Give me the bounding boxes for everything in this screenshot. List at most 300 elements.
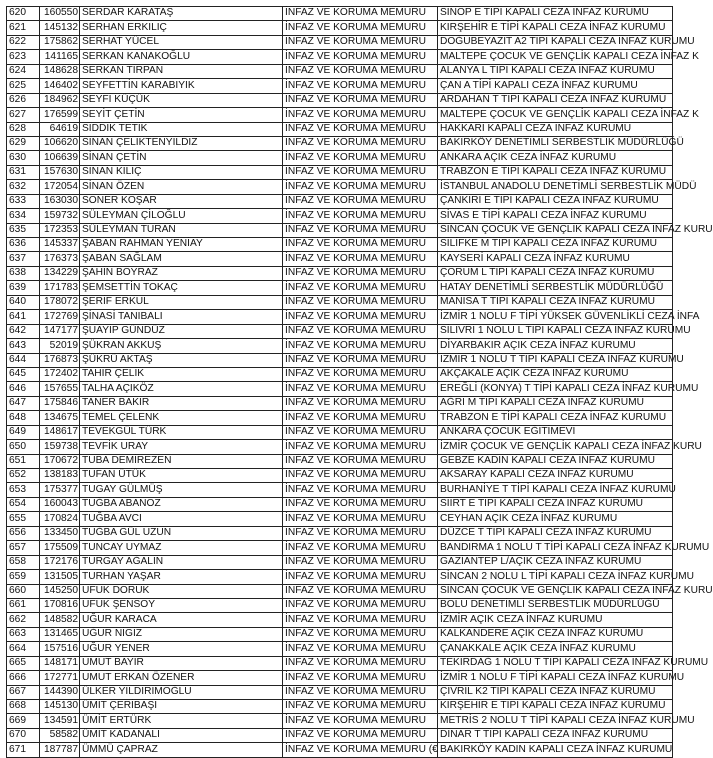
institution-cell: EREĞLİ (KONYA) T TİPİ KAPALI CEZA İNFAZ KURUMU [438,382,673,396]
table-row [7,743,673,757]
table-row [7,252,673,266]
row-number-cell: 655 [7,512,40,526]
institution-cell: SİNCAN 2 NOLU L TİPİ KAPALI CEZA İNFAZ KURUMU [438,570,673,584]
job-title-cell: İNFAZ VE KORUMA MEMURU [283,209,438,223]
table-row [7,700,673,714]
full-name-cell: TUĞBA GÜL UZUN [80,526,283,540]
row-number-cell: 624 [7,64,40,78]
full-name-cell: SÜLEYMAN ÇİLOĞLU [80,209,283,223]
full-name-cell: SERHAN ERKILIÇ [80,21,283,35]
job-title-cell: İNFAZ VE KORUMA MEMURU [283,728,438,742]
institution-cell: AKSARAY KAPALI CEZA İNFAZ KURUMU [438,469,673,483]
table-row [7,598,673,612]
table-row [7,136,673,150]
institution-cell: SİİRT E TİPİ KAPALI CEZA İNFAZ KURUMU [438,497,673,511]
row-number-cell: 668 [7,700,40,714]
institution-cell: BAKIRKÖY KADIN KAPALI CEZA İNFAZ KURUMU [438,743,673,757]
row-number-cell: 656 [7,526,40,540]
job-title-cell: İNFAZ VE KORUMA MEMURU [283,194,438,208]
job-title-cell: İNFAZ VE KORUMA MEMURU [283,79,438,93]
job-title-cell: İNFAZ VE KORUMA MEMURU [283,714,438,728]
full-name-cell: TUBA DEMİREZEN [80,454,283,468]
row-number-cell: 644 [7,353,40,367]
row-number-cell: 625 [7,79,40,93]
institution-cell: HATAY DENETİMLİ SERBESTLİK MÜDÜRLÜĞÜ [438,281,673,295]
job-title-cell: İNFAZ VE KORUMA MEMURU [283,671,438,685]
registry-number-cell: 134229 [40,266,80,280]
job-title-cell: İNFAZ VE KORUMA MEMURU [283,570,438,584]
row-number-cell: 633 [7,194,40,208]
job-title-cell: İNFAZ VE KORUMA MEMURU [283,497,438,511]
institution-cell: SİNOP E TİPİ KAPALI CEZA İNFAZ KURUMU [438,7,673,21]
institution-cell: İZMİR AÇIK CEZA İNFAZ KURUMU [438,613,673,627]
registry-number-cell: 148582 [40,613,80,627]
table-row [7,93,673,107]
row-number-cell: 634 [7,209,40,223]
table-row [7,613,673,627]
full-name-cell: UĞUR NİGİZ [80,627,283,641]
institution-cell: BANDIRMA 1 NOLU T TİPİ KAPALI CEZA İNFAZ KURUMU [438,541,673,555]
institution-cell: İZMİR 1 NOLU F TİPİ KAPALI CEZA İNFAZ KURUMU [438,671,673,685]
institution-cell: SİNCAN ÇOCUK VE GENÇLİK KAPALI CEZA İNFAZ KURU [438,584,673,598]
row-number-cell: 648 [7,411,40,425]
row-number-cell: 641 [7,310,40,324]
staff-table-body [7,7,713,758]
row-number-cell: 623 [7,50,40,64]
row-number-cell: 640 [7,295,40,309]
full-name-cell: ŞAHİN BOYRAZ [80,266,283,280]
row-number-cell: 635 [7,223,40,237]
table-row [7,411,673,425]
table-row [7,7,673,21]
staff-table [6,6,713,758]
full-name-cell: ÜLKER YILDIRIMOĞLU [80,685,283,699]
institution-cell: ÇORUM L TİPİ KAPALI CEZA İNFAZ KURUMU [438,266,673,280]
institution-cell: TEKİRDAĞ 1 NOLU T TİPİ KAPALI CEZA İNFAZ KURUMU [438,656,673,670]
institution-cell: KALKANDERE AÇIK CEZA İNFAZ KURUMU [438,627,673,641]
job-title-cell: İNFAZ VE KORUMA MEMURU [283,93,438,107]
full-name-cell: UMUT ERKAN ÖZENER [80,671,283,685]
table-row [7,541,673,555]
institution-cell: MALTEPE ÇOCUK VE GENÇLİK KAPALI CEZA İNFAZ K [438,50,673,64]
table-row [7,555,673,569]
row-number-cell: 645 [7,367,40,381]
registry-number-cell: 148171 [40,656,80,670]
institution-cell: ÇAN A TİPİ KAPALI CEZA İNFAZ KURUMU [438,79,673,93]
full-name-cell: SIDDIK TETİK [80,122,283,136]
row-number-cell: 639 [7,281,40,295]
table-row [7,194,673,208]
row-number-cell: 657 [7,541,40,555]
row-number-cell: 659 [7,570,40,584]
row-number-cell: 628 [7,122,40,136]
registry-number-cell: 138183 [40,469,80,483]
full-name-cell: UĞUR KARACA [80,613,283,627]
row-number-cell: 620 [7,7,40,21]
institution-cell: DOĞUBEYAZIT A2 TİPİ KAPALI CEZA İNFAZ KURUMU [438,35,673,49]
full-name-cell: ÜMMÜ ÇAPRAZ [80,743,283,757]
row-number-cell: 652 [7,469,40,483]
registry-number-cell: 141165 [40,50,80,64]
job-title-cell: İNFAZ VE KORUMA MEMURU [283,35,438,49]
row-number-cell: 663 [7,627,40,641]
table-row [7,266,673,280]
full-name-cell: TANER BAKIR [80,396,283,410]
institution-cell: SİNCAN ÇOCUK VE GENÇLİK KAPALI CEZA İNFAZ KURU [438,223,673,237]
row-number-cell: 637 [7,252,40,266]
full-name-cell: TUĞBA AVCI [80,512,283,526]
table-row [7,64,673,78]
full-name-cell: SİNAN ÖZEN [80,180,283,194]
institution-cell: MANİSA T TİPİ KAPALI CEZA İNFAZ KURUMU [438,295,673,309]
registry-number-cell: 176873 [40,353,80,367]
institution-cell: AĞRI M TİPİ KAPALI CEZA İNFAZ KURUMU [438,396,673,410]
table-row [7,35,673,49]
registry-number-cell: 147177 [40,324,80,338]
institution-cell: İZMİR 1 NOLU T TİPİ KAPALI CEZA İNFAZ KURUMU [438,353,673,367]
row-number-cell: 669 [7,714,40,728]
job-title-cell: İNFAZ VE KORUMA MEMURU [283,555,438,569]
full-name-cell: SERKAN TİRPAN [80,64,283,78]
table-row [7,353,673,367]
registry-number-cell: 131505 [40,570,80,584]
full-name-cell: SİNAN ÇELİKTENYILDIZ [80,136,283,150]
institution-cell: KIRŞEHİR E TİPİ KAPALI CEZA İNFAZ KURUMU [438,21,673,35]
job-title-cell: İNFAZ VE KORUMA MEMURU [283,238,438,252]
table-row [7,483,673,497]
full-name-cell: TEMEL ÇELENK [80,411,283,425]
institution-cell: ARDAHAN T TİPİ KAPALI CEZA İNFAZ KURUMU [438,93,673,107]
full-name-cell: ÜMİT ERTÜRK [80,714,283,728]
registry-number-cell: 145250 [40,584,80,598]
job-title-cell: İNFAZ VE KORUMA MEMURU [283,281,438,295]
institution-cell: SİVAS E TİPİ KAPALI CEZA İNFAZ KURUMU [438,209,673,223]
table-row [7,324,673,338]
table-row [7,382,673,396]
institution-cell: DİYARBAKIR AÇIK CEZA İNFAZ KURUMU [438,339,673,353]
full-name-cell: TUĞBA ABANOZ [80,497,283,511]
registry-number-cell: 175509 [40,541,80,555]
institution-cell: DİNAR T TİPİ KAPALI CEZA İNFAZ KURUMU [438,728,673,742]
table-row [7,440,673,454]
job-title-cell: İNFAZ VE KORUMA MEMURU [283,223,438,237]
table-row [7,209,673,223]
registry-number-cell: 148628 [40,64,80,78]
registry-number-cell: 170672 [40,454,80,468]
institution-cell: GEBZE KADIN KAPALI CEZA İNFAZ KURUMU [438,454,673,468]
registry-number-cell: 106639 [40,151,80,165]
table-row [7,512,673,526]
job-title-cell: İNFAZ VE KORUMA MEMURU [283,454,438,468]
job-title-cell: İNFAZ VE KORUMA MEMURU [283,108,438,122]
full-name-cell: SERHAT YÜCEL [80,35,283,49]
row-number-cell: 647 [7,396,40,410]
full-name-cell: TURHAN YAŞAR [80,570,283,584]
full-name-cell: ÜMİT KADANALI [80,728,283,742]
row-number-cell: 632 [7,180,40,194]
table-row [7,714,673,728]
table-row [7,79,673,93]
registry-number-cell: 159732 [40,209,80,223]
table-row [7,151,673,165]
institution-cell: BAKIRKÖY DENETİMLİ SERBESTLİK MÜDÜRLÜĞÜ [438,136,673,150]
row-number-cell: 621 [7,21,40,35]
row-number-cell: 627 [7,108,40,122]
job-title-cell: İNFAZ VE KORUMA MEMURU [283,295,438,309]
full-name-cell: TAHİR ÇELİK [80,367,283,381]
registry-number-cell: 160043 [40,497,80,511]
registry-number-cell: 170816 [40,598,80,612]
registry-number-cell: 175377 [40,483,80,497]
job-title-cell: İNFAZ VE KORUMA MEMURU [283,151,438,165]
job-title-cell: İNFAZ VE KORUMA MEMURU [283,310,438,324]
table-row [7,295,673,309]
row-number-cell: 662 [7,613,40,627]
institution-cell: İSTANBUL ANADOLU DENETİMLİ SERBESTLİK MÜDÜ [438,180,673,194]
row-number-cell: 671 [7,743,40,757]
institution-cell: HAKKARİ KAPALI CEZA İNFAZ KURUMU [438,122,673,136]
row-number-cell: 629 [7,136,40,150]
table-row [7,367,673,381]
table-row [7,122,673,136]
job-title-cell: İNFAZ VE KORUMA MEMURU [283,700,438,714]
institution-cell: DÜZCE T TİPİ KAPALI CEZA İNFAZ KURUMU [438,526,673,540]
row-number-cell: 649 [7,425,40,439]
registry-number-cell: 106620 [40,136,80,150]
registry-number-cell: 160550 [40,7,80,21]
job-title-cell: İNFAZ VE KORUMA MEMURU [283,526,438,540]
job-title-cell: İNFAZ VE KORUMA MEMURU (€ [283,743,438,757]
full-name-cell: TURGAY AĞALIN [80,555,283,569]
registry-number-cell: 148617 [40,425,80,439]
row-number-cell: 654 [7,497,40,511]
registry-number-cell: 163030 [40,194,80,208]
institution-cell: GAZİANTEP L/AÇIK CEZA İNFAZ KURUMU [438,555,673,569]
table-row [7,584,673,598]
full-name-cell: ŞÜKRÜ AKTAŞ [80,353,283,367]
row-number-cell: 651 [7,454,40,468]
registry-number-cell: 159738 [40,440,80,454]
row-number-cell: 650 [7,440,40,454]
job-title-cell: İNFAZ VE KORUMA MEMURU [283,353,438,367]
registry-number-cell: 187787 [40,743,80,757]
registry-number-cell: 172054 [40,180,80,194]
job-title-cell: İNFAZ VE KORUMA MEMURU [283,136,438,150]
registry-number-cell: 145337 [40,238,80,252]
full-name-cell: ŞÜKRAN AKKUŞ [80,339,283,353]
full-name-cell: SİNAN KILIÇ [80,165,283,179]
job-title-cell: İNFAZ VE KORUMA MEMURU [283,64,438,78]
table-row [7,223,673,237]
institution-cell: SİLİFKE M TİPİ KAPALI CEZA İNFAZ KURUMU [438,238,673,252]
registry-number-cell: 146402 [40,79,80,93]
row-number-cell: 630 [7,151,40,165]
full-name-cell: SEYFETTİN KARABIYIK [80,79,283,93]
row-number-cell: 631 [7,165,40,179]
full-name-cell: SONER KOŞAR [80,194,283,208]
registry-number-cell: 176599 [40,108,80,122]
registry-number-cell: 172769 [40,310,80,324]
registry-number-cell: 184962 [40,93,80,107]
row-number-cell: 667 [7,685,40,699]
table-row [7,180,673,194]
institution-cell: İZMİR 1 NOLU F TİPİ YÜKSEK GÜVENLİKLİ CEZA İNFA [438,310,673,324]
full-name-cell: SERKAN KANAKOĞLU [80,50,283,64]
institution-cell: BURHANİYE T TİPİ KAPALI CEZA İNFAZ KURUMU [438,483,673,497]
row-number-cell: 626 [7,93,40,107]
institution-cell: BOLU DENETİMLİ SERBESTLİK MÜDÜRLÜĞÜ [438,598,673,612]
job-title-cell: İNFAZ VE KORUMA MEMURU [283,440,438,454]
staff-list-sheet [6,6,713,758]
job-title-cell: İNFAZ VE KORUMA MEMURU [283,382,438,396]
job-title-cell: İNFAZ VE KORUMA MEMURU [283,266,438,280]
institution-cell: AKÇAKALE AÇIK CEZA İNFAZ KURUMU [438,367,673,381]
row-number-cell: 665 [7,656,40,670]
table-row [7,728,673,742]
row-number-cell: 660 [7,584,40,598]
row-number-cell: 646 [7,382,40,396]
table-row [7,656,673,670]
row-number-cell: 666 [7,671,40,685]
registry-number-cell: 157655 [40,382,80,396]
full-name-cell: SEYİT ÇETİN [80,108,283,122]
job-title-cell: İNFAZ VE KORUMA MEMURU [283,7,438,21]
job-title-cell: İNFAZ VE KORUMA MEMURU [283,656,438,670]
full-name-cell: TUFAN ÜTÜK [80,469,283,483]
job-title-cell: İNFAZ VE KORUMA MEMURU [283,122,438,136]
table-row [7,21,673,35]
job-title-cell: İNFAZ VE KORUMA MEMURU [283,627,438,641]
row-number-cell: 642 [7,324,40,338]
institution-cell: CEYHAN AÇIK CEZA İNFAZ KURUMU [438,512,673,526]
table-row [7,454,673,468]
registry-number-cell: 145130 [40,700,80,714]
job-title-cell: İNFAZ VE KORUMA MEMURU [283,685,438,699]
table-row [7,425,673,439]
registry-number-cell: 172402 [40,367,80,381]
full-name-cell: TALHA AÇIKÖZ [80,382,283,396]
table-row [7,497,673,511]
registry-number-cell: 170824 [40,512,80,526]
full-name-cell: TUGAY GÜLMÜŞ [80,483,283,497]
full-name-cell: TUNCAY UYMAZ [80,541,283,555]
institution-cell: SİLİVRİ 1 NOLU L TİPİ KAPALI CEZA İNFAZ KURUMU [438,324,673,338]
table-row [7,238,673,252]
registry-number-cell: 176373 [40,252,80,266]
registry-number-cell: 58582 [40,728,80,742]
table-row [7,526,673,540]
table-row [7,671,673,685]
full-name-cell: TEVFİK URAY [80,440,283,454]
table-row [7,165,673,179]
job-title-cell: İNFAZ VE KORUMA MEMURU [283,425,438,439]
job-title-cell: İNFAZ VE KORUMA MEMURU [283,483,438,497]
registry-number-cell: 52019 [40,339,80,353]
institution-cell: ANKARA AÇIK CEZA İNFAZ KURUMU [438,151,673,165]
institution-cell: ANKARA ÇOCUK EĞİTİMEVİ [438,425,673,439]
table-row [7,108,673,122]
registry-number-cell: 157630 [40,165,80,179]
registry-number-cell: 172176 [40,555,80,569]
full-name-cell: UĞUR YENER [80,642,283,656]
institution-cell: ÇİVRİL K2 TİPİ KAPALI CEZA İNFAZ KURUMU [438,685,673,699]
job-title-cell: İNFAZ VE KORUMA MEMURU [283,411,438,425]
table-row [7,642,673,656]
full-name-cell: SERDAR KARATAŞ [80,7,283,21]
registry-number-cell: 134591 [40,714,80,728]
full-name-cell: UFUK DORUK [80,584,283,598]
institution-cell: KIRŞEHİR E TİPİ KAPALI CEZA İNFAZ KURUMU [438,700,673,714]
job-title-cell: İNFAZ VE KORUMA MEMURU [283,541,438,555]
full-name-cell: ÜMİT ÇERİBAŞI [80,700,283,714]
table-row [7,339,673,353]
full-name-cell: ŞABAN RAHMAN YENİAY [80,238,283,252]
job-title-cell: İNFAZ VE KORUMA MEMURU [283,396,438,410]
institution-cell: İZMİR ÇOCUK VE GENÇLİK KAPALI CEZA İNFAZ KURU [438,440,673,454]
full-name-cell: ŞUAYİP GÜNDÜZ [80,324,283,338]
table-row [7,50,673,64]
institution-cell: ALANYA L TİPİ KAPALI CEZA İNFAZ KURUMU [438,64,673,78]
registry-number-cell: 64619 [40,122,80,136]
job-title-cell: İNFAZ VE KORUMA MEMURU [283,180,438,194]
job-title-cell: İNFAZ VE KORUMA MEMURU [283,469,438,483]
institution-cell: ÇANKIRI E TİPİ KAPALI CEZA İNFAZ KURUMU [438,194,673,208]
full-name-cell: SEYFİ KÜÇÜK [80,93,283,107]
registry-number-cell: 178072 [40,295,80,309]
job-title-cell: İNFAZ VE KORUMA MEMURU [283,512,438,526]
institution-cell: METRİS 2 NOLU T TİPİ KAPALI CEZA İNFAZ KURUMU [438,714,673,728]
row-number-cell: 653 [7,483,40,497]
full-name-cell: UFUK ŞENSOY [80,598,283,612]
job-title-cell: İNFAZ VE KORUMA MEMURU [283,367,438,381]
job-title-cell: İNFAZ VE KORUMA MEMURU [283,339,438,353]
row-number-cell: 638 [7,266,40,280]
table-row [7,396,673,410]
full-name-cell: ŞİNASİ TANIBALI [80,310,283,324]
job-title-cell: İNFAZ VE KORUMA MEMURU [283,252,438,266]
institution-cell: KAYSERİ KAPALI CEZA İNFAZ KURUMU [438,252,673,266]
institution-cell: ÇANAKKALE AÇIK CEZA İNFAZ KURUMU [438,642,673,656]
table-row [7,627,673,641]
table-row [7,685,673,699]
job-title-cell: İNFAZ VE KORUMA MEMURU [283,584,438,598]
job-title-cell: İNFAZ VE KORUMA MEMURU [283,21,438,35]
registry-number-cell: 172353 [40,223,80,237]
full-name-cell: SÜLEYMAN TURAN [80,223,283,237]
job-title-cell: İNFAZ VE KORUMA MEMURU [283,598,438,612]
registry-number-cell: 175862 [40,35,80,49]
full-name-cell: UMUT BAYIR [80,656,283,670]
full-name-cell: TEVEKGÜL TÜRK [80,425,283,439]
registry-number-cell: 145132 [40,21,80,35]
registry-number-cell: 131465 [40,627,80,641]
table-row [7,281,673,295]
job-title-cell: İNFAZ VE KORUMA MEMURU [283,642,438,656]
registry-number-cell: 133450 [40,526,80,540]
institution-cell: MALTEPE ÇOCUK VE GENÇLİK KAPALI CEZA İNFAZ K [438,108,673,122]
full-name-cell: ŞERİF ERKUL [80,295,283,309]
full-name-cell: SİNAN ÇETİN [80,151,283,165]
table-row [7,469,673,483]
job-title-cell: İNFAZ VE KORUMA MEMURU [283,613,438,627]
job-title-cell: İNFAZ VE KORUMA MEMURU [283,324,438,338]
institution-cell: TRABZON E TİPİ KAPALI CEZA İNFAZ KURUMU [438,165,673,179]
row-number-cell: 670 [7,728,40,742]
row-number-cell: 622 [7,35,40,49]
table-row [7,570,673,584]
row-number-cell: 643 [7,339,40,353]
job-title-cell: İNFAZ VE KORUMA MEMURU [283,50,438,64]
